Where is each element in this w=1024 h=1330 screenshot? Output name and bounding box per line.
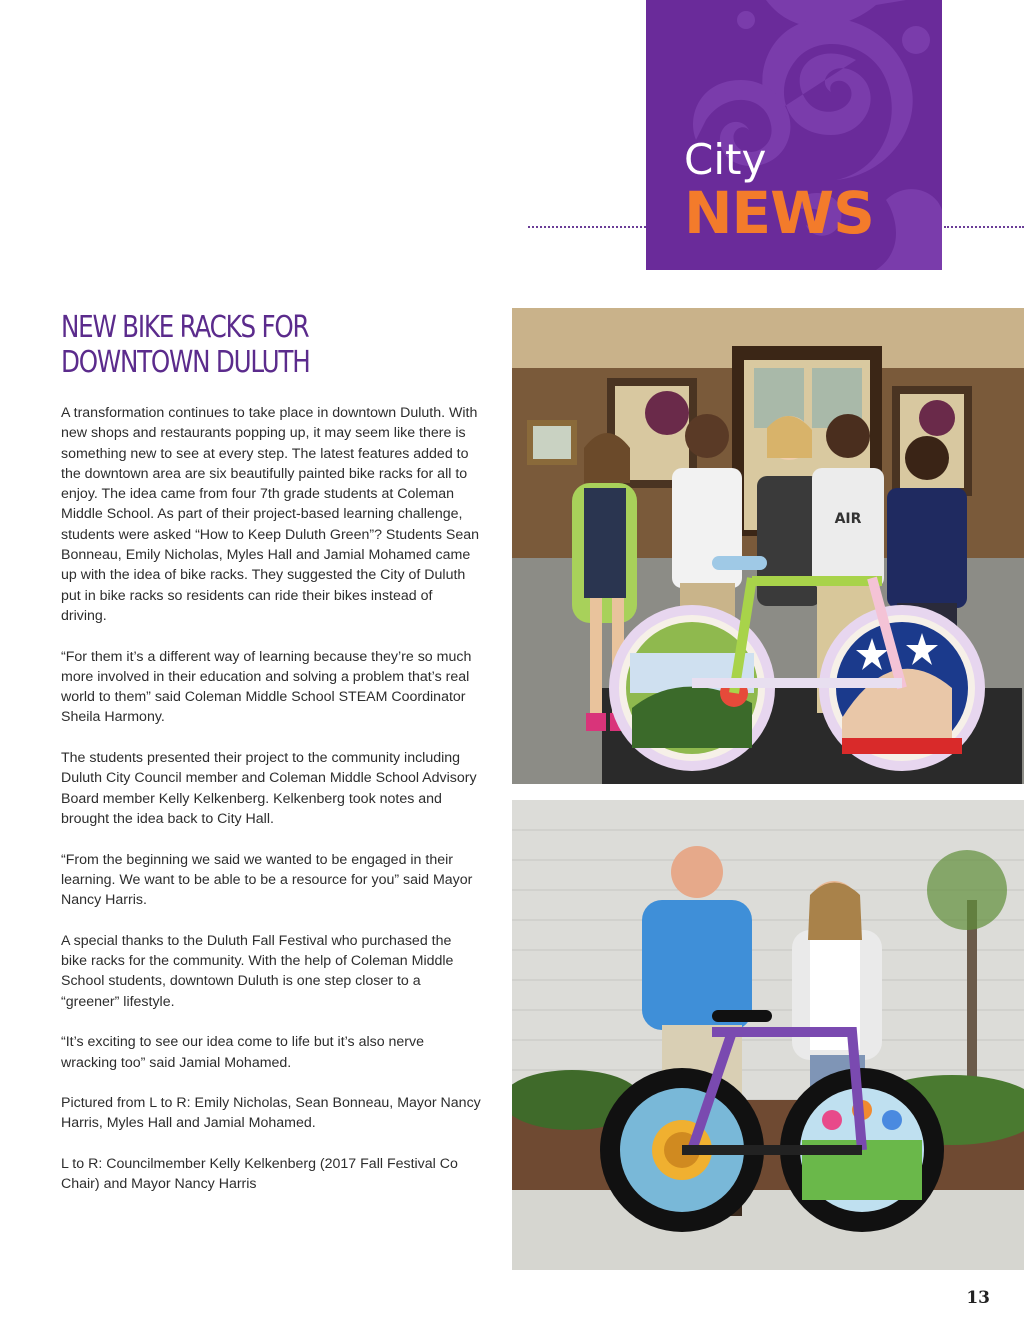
- article-title: [61, 310, 422, 380]
- article-paragraph: “From the beginning we said we wanted to be engaged in their learning. We want to be able to be a resource for you” said Mayor Nancy Harris.: [61, 851, 473, 909]
- photo-students-bike-rack: [512, 308, 1024, 784]
- dotted-rule-left: [528, 226, 646, 228]
- page-number: 13: [966, 1288, 990, 1308]
- article-paragraph: “It’s exciting to see our idea come to life but it’s also nerve wracking too” said Jamial Mohamed.: [61, 1034, 425, 1071]
- article-paragraph: “For them it’s a different way of learning because they’re so much more involved in their education and solving a problem that’s real world to them” said Coleman Middle School STEAM Coordinator Sheila Harmony.: [61, 648, 472, 726]
- article-body: [61, 403, 481, 1215]
- photo-councilmember-illustration: [512, 800, 1024, 1270]
- section-label-news: NEWS: [684, 179, 874, 247]
- article-paragraph: A transformation continues to take place in downtown Duluth. With new shops and restaurants popping up, it may seem like there is something new to see at every step. The latest features added to the downtown area are six beautifully painted bike racks for all to enjoy. The idea came from four 7th grade students at Coleman Middle School. As part of their project-based learning challenge, students were asked “How to Keep Duluth Green”? Students Sean Bonneau, Emily Nicholas, Myles Hall and Jamial Mohamed came up with the idea of bike racks. They suggested the City of Duluth put in bike racks so residents can ride their bikes instead of driving.: [61, 405, 479, 624]
- article-paragraph: A special thanks to the Duluth Fall Festival who purchased the bike racks for the community. With the help of Coleman Middle School students, downtown Duluth is one step closer to a “greener” lifestyle.: [61, 932, 454, 1010]
- section-label-city: City: [684, 135, 767, 184]
- article-paragraph: The students presented their project to the community including Duluth City Council member and Coleman Middle School Advisory Board member Kelly Kelkenberg. Kelkenberg took notes and brought the idea back to City Hall.: [61, 750, 477, 827]
- photo-caption: L to R: Councilmember Kelly Kelkenberg (2017 Fall Festival Co Chair) and Mayor Nancy Harris: [61, 1155, 458, 1193]
- photo-students-illustration: [512, 308, 1024, 784]
- shirt-logo-text: AIR: [834, 511, 862, 527]
- photo-caption: Pictured from L to R: Emily Nicholas, Sean Bonneau, Mayor Nancy Harris, Myles Hall and Jamial Mohamed.: [61, 1095, 481, 1132]
- article-title-line: DOWNTOWN DULUTH: [61, 345, 310, 380]
- photo-councilmember-mayor-bike-rack: [512, 800, 1024, 1270]
- dotted-rule-right: [944, 226, 1024, 228]
- article-title-line: NEW BIKE RACKS FOR: [61, 310, 309, 345]
